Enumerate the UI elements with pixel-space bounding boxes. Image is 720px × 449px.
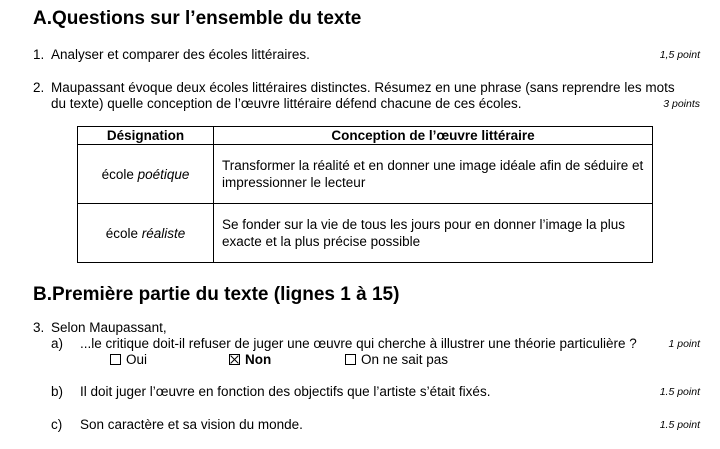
question-3-number: 3.	[33, 320, 45, 335]
question-3b-letter: b)	[51, 384, 64, 399]
table-header-row	[78, 127, 653, 145]
option-non-label: Non	[245, 352, 272, 367]
question-2-number: 2.	[33, 80, 45, 95]
table-cell-designation	[78, 145, 214, 204]
question-3a-text: ...le critique doit-il refuser de juger une œuvre qui cherche à illustrer une théorie particulière ?	[80, 336, 637, 351]
table-cell-conception: Transformer la réalité et en donner une image idéale afin de séduire et impressionner le lecteur	[214, 145, 653, 204]
table-header-designation: Désignation	[78, 127, 214, 145]
table-header-conception: Conception de l’œuvre littéraire	[214, 127, 653, 145]
question-3a-letter: a)	[51, 336, 64, 351]
table-row	[78, 145, 653, 204]
table-cell-designation	[78, 204, 214, 263]
question-1-points: 1,5 point	[659, 49, 700, 61]
checkbox-ne-sait-pas[interactable]	[345, 354, 356, 365]
school-label-prefix: école	[105, 225, 142, 241]
option-non[interactable]	[229, 352, 271, 367]
question-1-number: 1.	[33, 47, 45, 62]
question-2-line1: Maupassant évoque deux écoles littéraires distinctes. Résumez en une phrase (sans reprendre les mots	[51, 80, 675, 95]
table-cell-conception: Se fonder sur la vie de tous les jours pour en donner l’image la plus exacte et la plus précise possible	[214, 204, 653, 263]
option-ne-sait-pas[interactable]	[345, 352, 448, 367]
option-ne-sait-pas-label: On ne sait pas	[361, 352, 449, 367]
question-3c-points: 1.5 point	[659, 419, 700, 431]
question-3c-text: Son caractère et sa vision du monde.	[80, 417, 303, 432]
schools-table	[77, 126, 653, 263]
checkbox-oui[interactable]	[110, 354, 121, 365]
school-label-name: poétique	[137, 166, 190, 182]
table-row	[78, 204, 653, 263]
option-oui[interactable]	[110, 352, 147, 367]
question-3b-text: Il doit juger l’œuvre en fonction des objectifs que l’artiste s’était fixés.	[80, 384, 491, 399]
section-b-title: B.Première partie du texte (lignes 1 à 15)	[33, 284, 400, 305]
school-label-prefix: école	[101, 166, 138, 182]
question-3-intro: Selon Maupassant,	[51, 320, 167, 335]
question-3c-letter: c)	[51, 417, 63, 432]
checkbox-non-checked[interactable]	[229, 354, 240, 365]
option-oui-label: Oui	[126, 352, 148, 367]
question-1-text: Analyser et comparer des écoles littéraires.	[51, 47, 310, 62]
question-2-line2: du texte) quelle conception de l’œuvre littéraire défend chacune de ces écoles.	[51, 96, 522, 111]
school-label-name: réaliste	[141, 225, 186, 241]
question-3b-points: 1.5 point	[659, 386, 700, 398]
question-3a-points: 1 point	[668, 338, 700, 350]
question-2-points: 3 points	[663, 98, 700, 110]
section-a-title: A.Questions sur l’ensemble du texte	[33, 8, 362, 29]
